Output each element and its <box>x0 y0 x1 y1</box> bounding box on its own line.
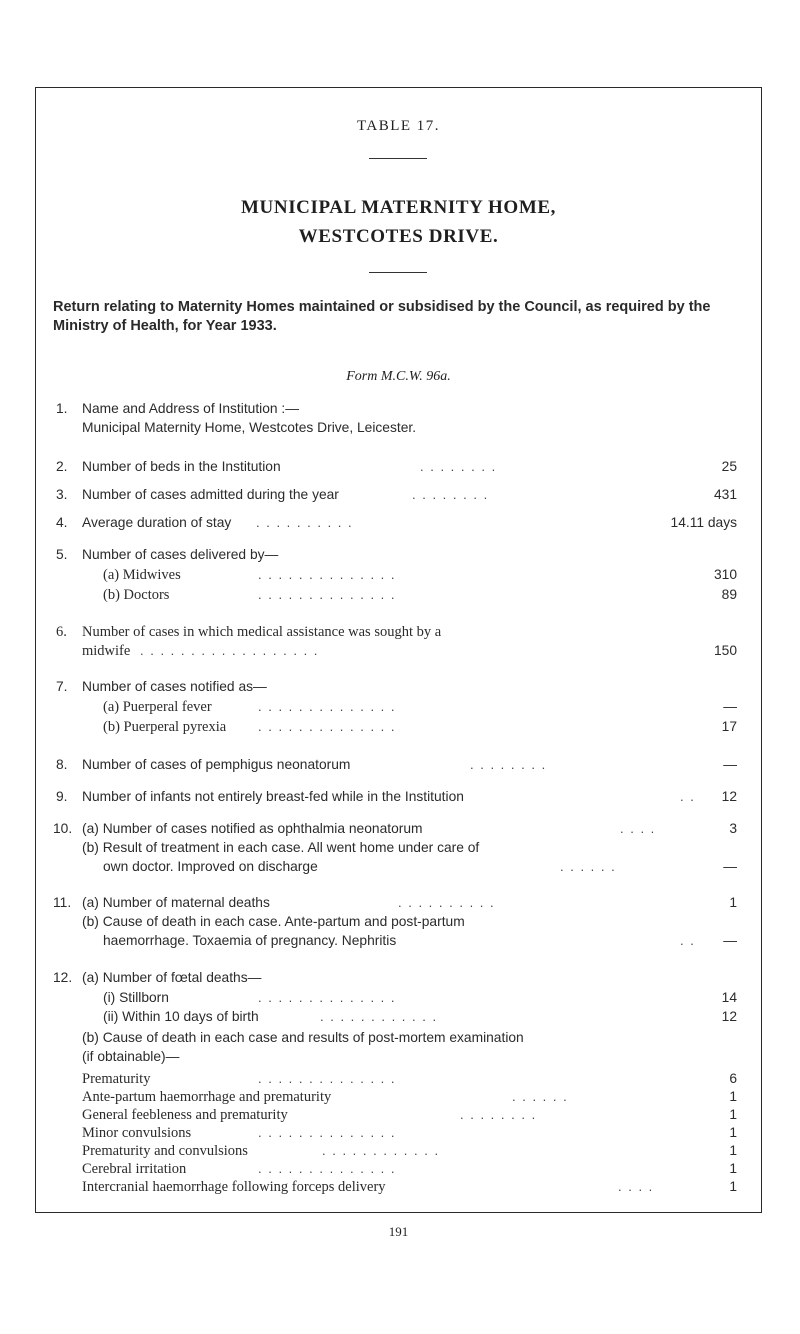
sub-item-value: 1 <box>729 895 737 910</box>
item-value: 150 <box>713 643 737 658</box>
cause-label: Ante-partum haemorrhage and prematurity <box>82 1089 332 1105</box>
cause-value: 1 <box>729 1107 737 1122</box>
item-number: 5. <box>56 547 68 562</box>
leader-dots: . . . . . . . . . . . . . . . . . . <box>140 643 319 658</box>
leader-dots: . . . . . . . . . . <box>256 515 354 530</box>
leader-dots: . . . . . . . . . . . . <box>320 1009 438 1024</box>
sub-sub-item-label: (i) Stillborn <box>103 990 169 1005</box>
item-label: Number of cases in which medical assistance was sought by a <box>82 624 442 640</box>
sub-item-value: 310 <box>713 567 737 582</box>
sub-item-label: (a) Puerperal fever <box>103 699 212 715</box>
item-number: 12. <box>53 970 73 985</box>
sub-item-label: (b) Result of treatment in each case. All went home under care of <box>82 840 480 855</box>
sub-item-value: 89 <box>721 587 737 602</box>
leader-dots: . . . . . . <box>512 1089 569 1104</box>
cause-value: 1 <box>729 1161 737 1176</box>
sub-item-label: (a) Number of maternal deaths <box>82 895 270 910</box>
divider <box>369 272 427 273</box>
sub-item-label-continued: (if obtainable)— <box>82 1049 180 1064</box>
item-label: Number of cases delivered by— <box>82 547 279 562</box>
item-label-continued: midwife <box>82 643 131 659</box>
item-number: 1. <box>56 401 68 416</box>
sub-item-value: — <box>723 933 737 948</box>
item-label: Number of cases of pemphigus neonatorum <box>82 757 351 772</box>
institution-address: Municipal Maternity Home, Westcotes Drive, Leicester. <box>82 420 417 435</box>
leader-dots: . . . . <box>620 821 656 836</box>
item-number: 11. <box>53 895 72 910</box>
sub-item-label: (b) Cause of death in each case and results of post-mortem examination <box>82 1030 524 1045</box>
leader-dots: . . . . . . . . . . . . . . <box>258 1125 397 1140</box>
return-heading: Return relating to Maternity Homes maintained or subsidised by the Council, as required by the Ministry of Health, for Year 1933. <box>53 299 711 334</box>
leader-dots: . . . . . . . . <box>460 1107 537 1122</box>
item-label: Number of beds in the Institution <box>82 459 281 474</box>
cause-value: 1 <box>729 1179 737 1194</box>
sub-item-value: — <box>723 859 737 874</box>
sub-item-label: (a) Midwives <box>103 567 181 583</box>
leader-dots: . . . . . . . . <box>420 459 497 474</box>
item-number: 2. <box>56 459 68 474</box>
sub-item-value: — <box>723 699 737 714</box>
leader-dots: . . . . . . . . <box>412 487 489 502</box>
leader-dots: . . . . <box>618 1179 654 1194</box>
leader-dots: . . . . . . . . . . . . . . <box>258 719 397 734</box>
sub-sub-item-label: (ii) Within 10 days of birth <box>103 1009 259 1024</box>
leader-dots: . . . . . . <box>560 859 617 874</box>
sub-item-label: (b) Doctors <box>103 587 170 603</box>
leader-dots: . . . . . . . . . . . . . . <box>258 1071 397 1086</box>
item-number: 8. <box>56 757 68 772</box>
leader-dots: . . <box>680 789 696 804</box>
item-label: Number of cases admitted during the year <box>82 487 339 502</box>
leader-dots: . . . . . . . . <box>470 757 547 772</box>
leader-dots: . . . . . . . . . . . . <box>322 1143 440 1158</box>
leader-dots: . . . . . . . . . . . . . . <box>258 1161 397 1176</box>
cause-value: 1 <box>729 1089 737 1104</box>
sub-item-label: (a) Number of cases notified as ophthalmia neonatorum <box>82 821 423 836</box>
item-number: 3. <box>56 487 68 502</box>
cause-label: Prematurity and convulsions <box>82 1143 248 1159</box>
cause-value: 1 <box>729 1125 737 1140</box>
item-value: 25 <box>721 459 737 474</box>
sub-item-value: 3 <box>729 821 737 836</box>
sub-item-label-continued: own doctor. Improved on discharge <box>103 859 318 874</box>
table-number: TABLE 17. <box>356 118 441 134</box>
sub-item-label: (a) Number of fœtal deaths— <box>82 970 262 985</box>
cause-value: 6 <box>729 1071 737 1086</box>
sub-item-label: (b) Cause of death in each case. Ante-partum and post-partum <box>82 914 465 929</box>
leader-dots: . . . . . . . . . . . . . . <box>258 587 397 602</box>
title-line-1: MUNICIPAL MATERNITY HOME, <box>241 197 556 218</box>
cause-label: Minor convulsions <box>82 1125 192 1141</box>
item-number: 10. <box>53 821 73 836</box>
sub-item-label-continued: haemorrhage. Toxaemia of pregnancy. Nephritis <box>103 933 397 948</box>
leader-dots: . . . . . . . . . . . . . . <box>258 699 397 714</box>
leader-dots: . . . . . . . . . . . . . . <box>258 567 397 582</box>
item-number: 6. <box>56 624 67 640</box>
sub-item-value: 17 <box>721 719 737 734</box>
item-value: 14.11 days <box>670 515 737 530</box>
cause-label: Cerebral irritation <box>82 1161 187 1177</box>
cause-value: 1 <box>729 1143 737 1158</box>
form-reference: Form M.C.W. 96a. <box>346 369 451 384</box>
leader-dots: . . . . . . . . . . . . . . <box>258 990 397 1005</box>
cause-label: General feebleness and prematurity <box>82 1107 288 1123</box>
item-number: 4. <box>56 515 68 530</box>
title-line-2: WESTCOTES DRIVE. <box>298 226 499 247</box>
page-number: 191 <box>388 1224 409 1239</box>
item-number: 9. <box>56 789 68 804</box>
divider <box>369 158 427 159</box>
item-label: Number of cases notified as— <box>82 679 267 694</box>
sub-item-label: (b) Puerperal pyrexia <box>103 719 227 735</box>
item-value: 12 <box>721 789 737 804</box>
leader-dots: . . <box>680 933 696 948</box>
item-number: 7. <box>56 679 68 694</box>
item-label: Number of infants not entirely breast-fed while in the Institution <box>82 789 464 804</box>
item-value: — <box>723 757 737 772</box>
cause-label: Intercranial haemorrhage following forceps delivery <box>82 1179 386 1195</box>
leader-dots: . . . . . . . . . . <box>398 895 496 910</box>
sub-sub-item-value: 14 <box>721 990 737 1005</box>
item-label: Average duration of stay <box>82 515 232 530</box>
item-label: Name and Address of Institution :— <box>82 401 300 416</box>
sub-sub-item-value: 12 <box>721 1009 737 1024</box>
cause-label: Prematurity <box>82 1071 151 1087</box>
item-value: 431 <box>713 487 737 502</box>
